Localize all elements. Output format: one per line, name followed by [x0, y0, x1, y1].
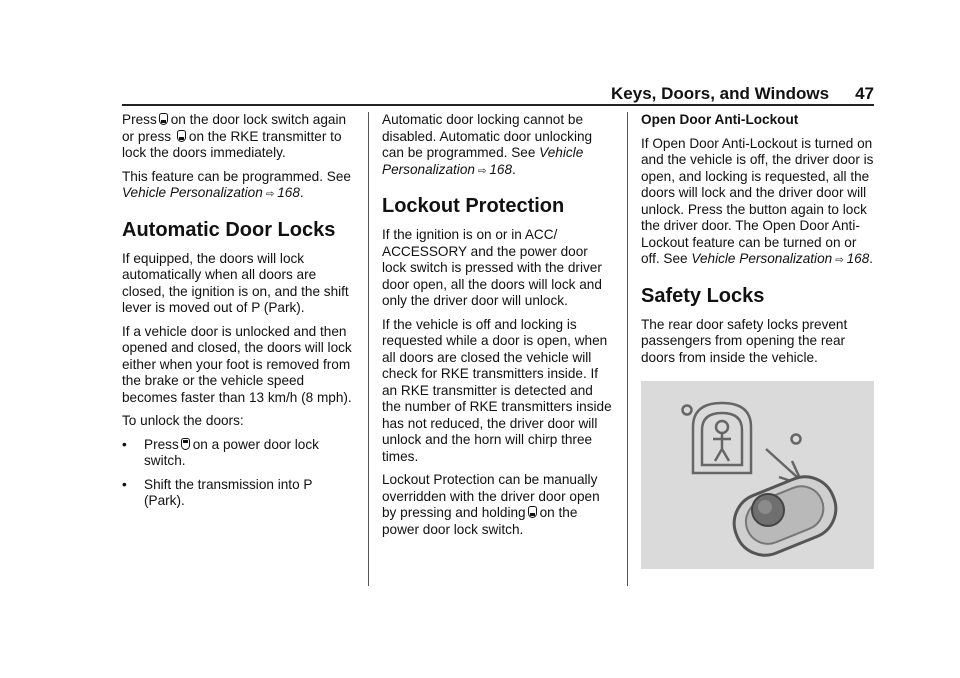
list-item: • Shift the transmission into P (Park).: [122, 476, 313, 508]
section-heading-safety-locks: Safety Locks: [641, 284, 765, 307]
list-item: • Press on a power door lock switch.: [122, 436, 319, 468]
section-heading-automatic-door-locks: Automatic Door Locks: [122, 218, 336, 241]
paragraph: If the vehicle is off and locking is requested while a door is open, when all doors are closed the vehicle will check for RKE transmitters inside. If an RKE transmitter is detected and the number of RKE transmitters inside has not reduced, the driver door will unlock and the horn will chirp three times.: [382, 316, 612, 464]
safety-lock-illustration: [641, 381, 874, 569]
column-2: [382, 112, 614, 545]
paragraph: The rear door safety locks prevent passengers from opening the rear doors from inside the vehicle.: [641, 316, 848, 365]
cross-reference-link[interactable]: Vehicle Personalization: [691, 251, 833, 266]
paragraph: To unlock the doors:: [122, 413, 244, 428]
column-1: [122, 112, 354, 517]
column-divider: [368, 112, 369, 586]
page-arrow-icon: ⇨: [835, 255, 844, 266]
page-reference[interactable]: 168: [846, 251, 870, 266]
page-arrow-icon: ⇨: [265, 189, 275, 200]
page-number: 47: [855, 84, 874, 103]
paragraph: Automatic door locking cannot be disabled. Automatic door unlocking can be programmed. See Vehicle Personalization ⇨ 168.: [382, 112, 593, 177]
cross-reference-link[interactable]: Vehicle Personalization: [382, 145, 584, 177]
unlock-key-icon: [181, 438, 190, 450]
page-header: [611, 84, 874, 104]
lock-key-icon: [159, 113, 168, 125]
paragraph: Lockout Protection can be manually overridden with the driver door open by pressing and holding on the power door lock switch.: [382, 472, 600, 537]
header-rule: [122, 104, 874, 106]
paragraph: If the ignition is on or in ACC/ ACCESSORY and the power door lock switch is pressed with the driver door open, all the doors will lock and only the driver door will unlock.: [382, 227, 602, 308]
page-arrow-icon: ⇨: [477, 165, 487, 177]
paragraph: If equipped, the doors will lock automatically when all doors are closed, the ignition is on, and the shift lever is moved out of P (Park).: [122, 250, 349, 315]
bullet-icon: •: [122, 436, 127, 452]
bullet-icon: •: [122, 476, 127, 492]
lock-key-icon: [177, 130, 186, 142]
paragraph: If a vehicle door is unlocked and then opened and closed, the doors will lock either when your foot is removed from the brake or the vehicle speed becomes faster than 13 km/h (8 mph).: [122, 323, 352, 405]
paragraph: If Open Door Anti-Lockout is turned on and the vehicle is off, the driver door is open, and locking is requested, all the doors will lock and the driver door will unlock. Press the button again to lock the driver door. The Open Door Anti-Lockout feature can be turned on or off. See Vehicle Personalization ⇨ 168.: [641, 135, 874, 266]
paragraph: This feature can be programmed. See Vehicle Personalization ⇨ 168.: [122, 168, 351, 200]
column-3: [641, 112, 876, 373]
cross-reference-link[interactable]: Vehicle Personalization: [122, 185, 263, 200]
subheading-open-door-anti-lockout: Open Door Anti-Lockout: [641, 112, 799, 127]
lock-key-icon: [528, 506, 537, 518]
child-lock-illustration-icon: [641, 381, 874, 569]
page-reference[interactable]: 168: [489, 161, 513, 177]
paragraph: Press on the door lock switch again or press on the RKE transmitter to lock the doors immediately.: [122, 112, 347, 160]
column-divider: [627, 112, 628, 586]
section-heading-lockout-protection: Lockout Protection: [382, 195, 565, 217]
page-reference[interactable]: 168: [277, 185, 300, 200]
section-title: Keys, Doors, and Windows: [611, 84, 830, 103]
